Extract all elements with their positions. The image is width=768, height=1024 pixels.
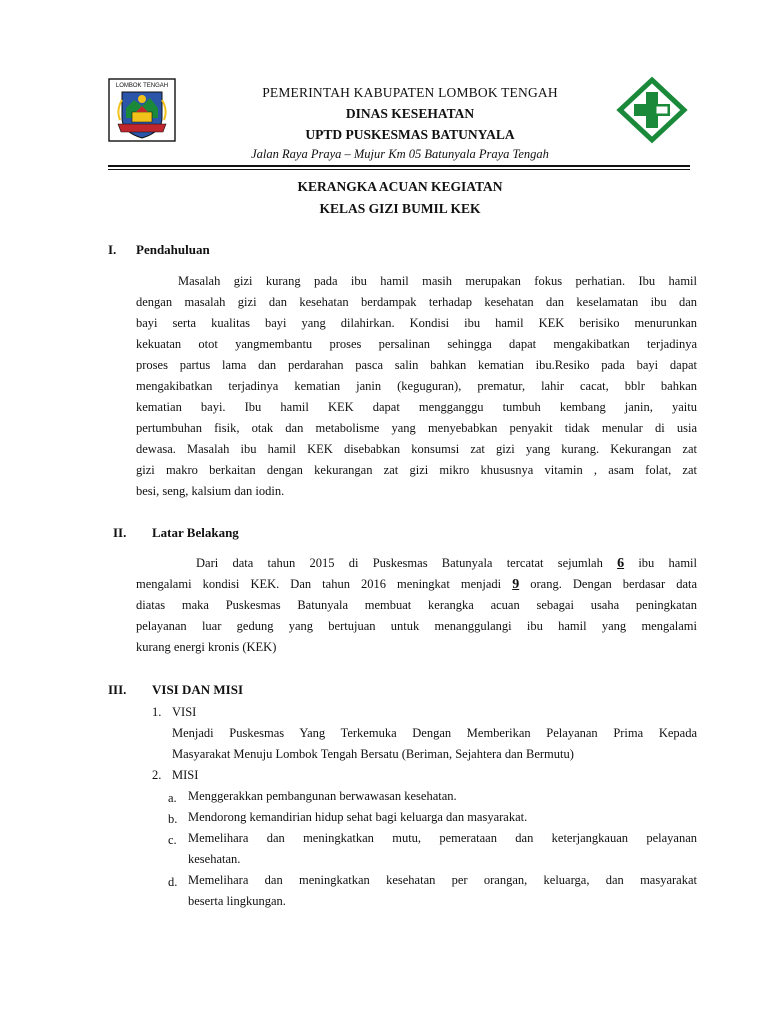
paragraph-line: pelayanan luar gedung yang bertujuan untuk menanggulangi ibu hamil yang mengalami <box>136 619 697 633</box>
section-2-paragraph <box>136 553 697 658</box>
misi-number: 2. <box>152 768 162 782</box>
paragraph-line: dewasa. Masalah ibu hamil KEK disebabkan konsumsi zat gizi yang kurang. Kekurangan zat <box>136 442 697 456</box>
paragraph-line: kekuatan otot yangmembantu proses persalinan sehingga dapat mengakibatkan terjadinya <box>136 337 697 351</box>
misi-item <box>188 807 697 828</box>
section-1-number: I. <box>108 242 117 257</box>
visi-text <box>172 723 697 765</box>
text-run: Dari data tahun 2015 di Puskesmas Batunyala tercatat sejumlah <box>196 556 603 570</box>
letterhead-address: Jalan Raya Praya – Mujur Km 05 Batunyala Praya Tengah <box>251 147 549 161</box>
count-2015: 6 <box>617 556 625 571</box>
section-1-paragraph <box>136 271 697 502</box>
misi-label: MISI <box>172 768 199 782</box>
text-run: mengalami kondisi KEK. Dan tahun 2016 meningkat menjadi <box>136 577 502 591</box>
paragraph-line <box>136 574 697 595</box>
misi-item-label: a. <box>168 791 177 805</box>
count-2016: 9 <box>512 577 520 592</box>
document-subtitle: KELAS GIZI BUMIL KEK <box>319 201 481 216</box>
letterhead-unit: UPTD PUSKESMAS BATUNYALA <box>305 127 515 142</box>
letterhead-government: PEMERINTAH KABUPATEN LOMBOK TENGAH <box>262 85 558 100</box>
visi-number: 1. <box>152 705 162 719</box>
paragraph-line: pertumbuhan fisik, otak dan metabolisme yang menyebabkan penyakit tidak menular di usia <box>136 421 697 435</box>
paragraph-line: mengakibatkan terjadinya kematian janin (keguguran), prematur, lahir cacat, bblr bahkan <box>136 379 697 393</box>
paragraph-line <box>136 553 697 574</box>
paragraph-line: Mendorong kemandirian hidup sehat bagi keluarga dan masyarakat. <box>188 810 528 824</box>
puskesmas-emblem-icon <box>616 76 688 144</box>
logo-caption: LOMBOK TENGAH <box>115 83 169 89</box>
paragraph-line: diatas maka Puskesmas Batunyala membuat kerangka acuan sebagai usaha peningkatan <box>136 598 697 612</box>
misi-item-label: c. <box>168 833 177 847</box>
paragraph-line: Menjadi Puskesmas Yang Terkemuka Dengan Memberikan Pelayanan Prima Kepada <box>172 726 697 740</box>
misi-item-label: d. <box>168 875 178 889</box>
section-2-heading: Latar Belakang <box>152 525 239 540</box>
section-3-number: III. <box>108 682 127 697</box>
letterhead-rule-thin <box>108 169 690 170</box>
lombok-tengah-emblem-icon <box>108 78 176 142</box>
misi-item <box>188 786 697 807</box>
paragraph-line: proses partus lama dan perdarahan pasca salin bahkan kematian ibu.Resiko pada bayi dapat <box>136 358 697 372</box>
section-1-heading: Pendahuluan <box>136 242 210 257</box>
misi-item <box>188 870 697 912</box>
paragraph-line: kesehatan. <box>188 852 241 866</box>
paragraph-line: dengan masalah gizi dan kesehatan berdampak terhadap kesehatan dan keselamatan ibu dan <box>136 295 697 309</box>
paragraph-line: Memelihara dan meningkatkan mutu, pemerataan dan keterjangkauan pelayanan <box>188 831 697 845</box>
misi-item-label: b. <box>168 812 178 826</box>
letterhead-agency: DINAS KESEHATAN <box>345 106 475 121</box>
paragraph-line: Masyarakat Menuju Lombok Tengah Bersatu (Beriman, Sejahtera dan Bermutu) <box>172 747 574 761</box>
misi-item <box>188 828 697 870</box>
section-3-heading: VISI DAN MISI <box>152 682 244 697</box>
text-run: orang. Dengan berdasar data <box>530 577 698 591</box>
letterhead-rule-thick <box>108 165 690 167</box>
paragraph-line: Masalah gizi kurang pada ibu hamil masih merupakan fokus perhatian. Ibu hamil <box>178 274 697 288</box>
paragraph-line: gizi makro berkaitan dengan kekurangan zat gizi mikro khususnya vitamin , asam folat, zat <box>136 463 697 477</box>
document-title: KERANGKA ACUAN KEGIATAN <box>297 179 503 194</box>
paragraph-line: bayi serta kualitas bayi yang dilahirkan. Kondisi ibu hamil KEK berisiko menurunkan <box>136 316 697 330</box>
section-2-number: II. <box>113 525 127 540</box>
visi-label: VISI <box>172 705 197 719</box>
text-run: ibu hamil <box>638 556 697 570</box>
paragraph-line: besi, seng, kalsium dan iodin. <box>136 484 285 498</box>
paragraph-line: kematian bayi. Ibu hamil KEK dapat mengganggu tumbuh kembang janin, yaitu <box>136 400 697 414</box>
paragraph-line: Memelihara dan meningkatkan kesehatan per orangan, keluarga, dan masyarakat <box>188 873 697 887</box>
paragraph-line: kurang energi kronis (KEK) <box>136 640 277 654</box>
paragraph-line: Menggerakkan pembangunan berwawasan kesehatan. <box>188 789 457 803</box>
paragraph-line: beserta lingkungan. <box>188 894 286 908</box>
